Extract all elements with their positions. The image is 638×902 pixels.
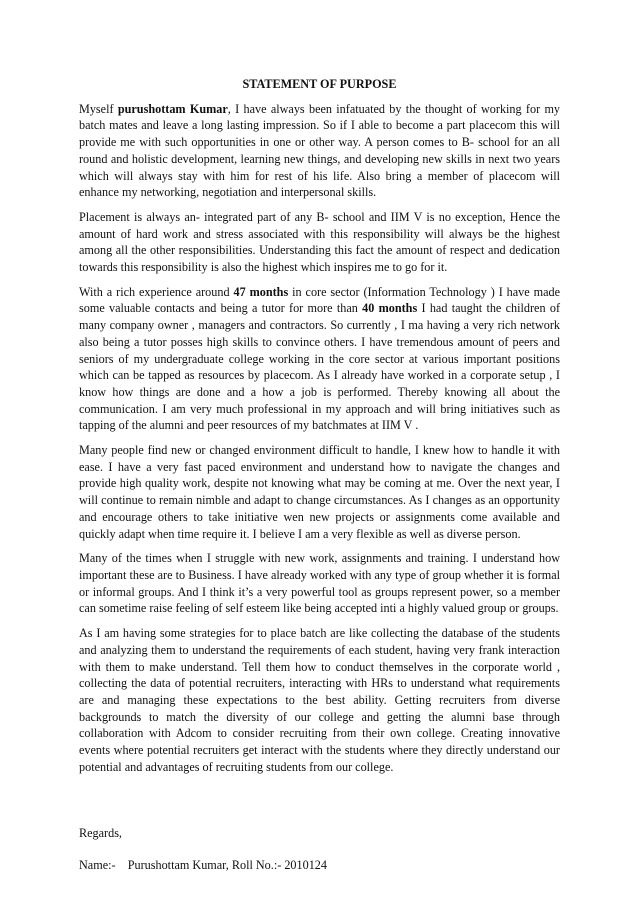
- paragraph-placement: Placement is always an- integrated part of any B- school and IIM V is no exception, Hence the amount of hard work and stress associated with this responsibility will always be the highest among all the other responsibilities. Understanding this fact the amount of respect and dedication towards this responsibility is also the highest which inspires me to go for it.: [79, 209, 560, 275]
- text-run: , I have always been infatuated by the thought of working for my batch mates and leave a long lasting impression. So if I able to become a part placecom this will provide me with such opportunities in one or other way. A person comes to B- school for an all round and holistic development, learning new things, and developing new skills in next two years which will always stay with him for rest of his life. Also bring a member of placecom will enhance my networking, negotiation and interpersonal skills.: [79, 101, 561, 200]
- closing-salutation: Regards,: [79, 826, 122, 841]
- paragraph-intro: [79, 101, 560, 201]
- document-title: STATEMENT OF PURPOSE: [242, 77, 397, 91]
- paragraph-teamwork: Many of the times when I struggle with new work, assignments and training. I understand how important these are to Business. I have already worked with any type of group whether it is formal or informal groups. And I think it’s a very powerful tool as groups represent power, so a member can sometime raise feeling of self esteem like being accepted inti a highly valued group or groups.: [79, 551, 560, 616]
- paragraph-strategies: As I am having some strategies for to place batch are like collecting the database of the students and analyzing them to understand the requirements of each student, having very frank interaction with them to make understand. Tell them how to conduct themselves in the corporate world , collecting the data of potential recruiters, interacting with HRs to understand what requirements are and managing these expectations to the best ability. Getting recruiters from diverse backgrounds to match the diversity of our college and getting the alumni base through collaboration with Adcom to consider recruiting from their own college. Creating innovative events where potential recruiters get interact with the students where they directly understand our potential and advantages of recruiting students from our college.: [79, 626, 560, 774]
- signature-line: Name:- Purushottam Kumar, Roll No.:- 2010124: [79, 858, 327, 873]
- text-run: I had taught the children of many company owner , managers and contractors. So currently , I ma having a very rich network also being a tutor posses high skills to convince others. I have tremendous amount of peers and seniors of my undergraduate college working in the core sector at various important positions which can be tapped as resources by placecom. As I already have worked in a corporate setup , I know how things are done and a how a job is performed. Thereby knowing all about the communication. I am very much professional in my approach and will bring initiatives such as tapping of the alumni and peer resources of my batchmates at IIM V .: [79, 301, 560, 433]
- paragraph-experience: [79, 284, 560, 434]
- text-run: Myself: [79, 101, 118, 116]
- paragraph-adaptability: Many people find new or changed environment difficult to handle, I knew how to handle it with ease. I have a very fast paced environment and understand how to navigate the changes and provide high quality work, despite not knowing what may be coming at me. Over the next year, I will continue to remain nimble and adapt to change circumstances. As I changes as an opportunity and encourage others to take initiative wen new projects or assignments come available and quickly adapt when time require it. I believe I am a very flexible as well as diverse person.: [79, 443, 560, 541]
- text-run: With a rich experience around: [79, 284, 234, 299]
- author-name: purushottam Kumar: [117, 101, 228, 116]
- text-run: in core sector (Information Technology ) I have made some valuable contacts and being a tutor for more than: [79, 284, 560, 316]
- tutoring-months: 40 months: [362, 301, 418, 316]
- experience-months: 47 months: [233, 284, 289, 299]
